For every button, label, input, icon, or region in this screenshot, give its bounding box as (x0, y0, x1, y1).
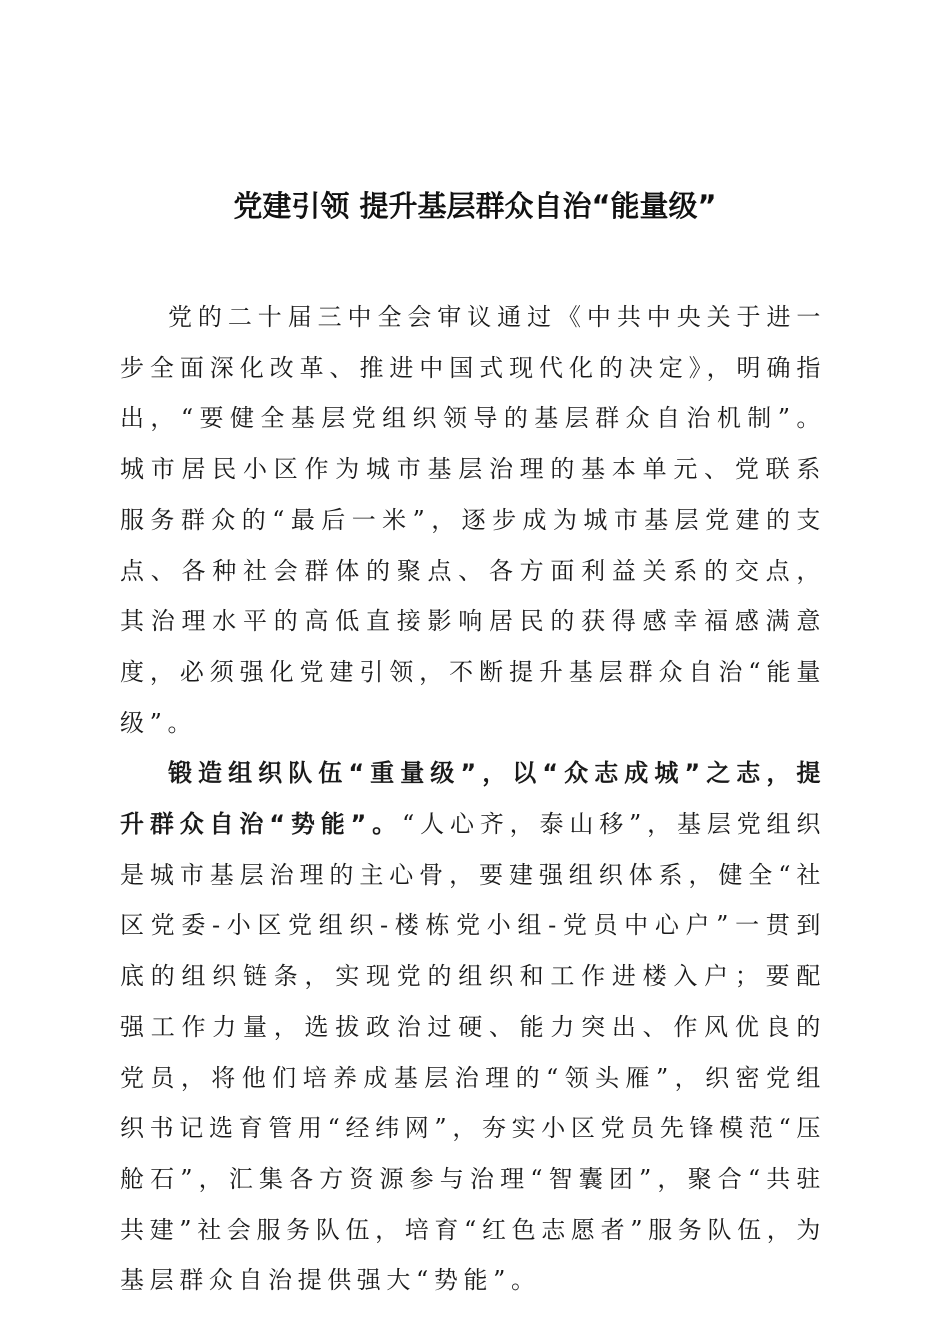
paragraph-lead-heading: 锻造组织队伍“重量级”，以“众志成城”之志，提升群众自治“势能”。 (120, 759, 826, 839)
paragraph-text: 党的二十届三中全会审议通过《中共中央关于进一步全面深化改革、推进中国式现代化的决定》，明确指出，“要健全基层党组织领导的基层群众自治机制”。城市居民小区作为城市基层治理的基本单元、党联系服务群众的“最后一米”，逐步成为城市基层党建的支点、各种社会群体的聚点、各方面利益关系的交点，其治理水平的高低直接影响居民的获得感幸福感满意度，必须强化党建引领，不断提升基层群众自治“能量级”。 (120, 303, 826, 737)
document-body (120, 292, 826, 1306)
paragraph-section-one (120, 748, 826, 1306)
paragraph-intro (120, 292, 826, 748)
paragraph-text: “人心齐，泰山移”，基层党组织是城市基层治理的主心骨，要建强组织体系，健全“社区党委-小区党组织-楼栋党小组-党员中心户”一贯到底的组织链条，实现党的组织和工作进楼入户；要配强工作力量，选拔政治过硬、能力突出、作风优良的党员，将他们培养成基层治理的“领头雁”，织密党组织书记选育管用“经纬网”，夯实小区党员先锋模范“压舱石”，汇集各方资源参与治理“智囊团”，聚合“共驻共建”社会服务队伍，培育“红色志愿者”服务队伍，为基层群众自治提供强大“势能”。 (120, 810, 826, 1295)
document-title: 党建引领 提升基层群众自治“能量级” (233, 189, 717, 223)
